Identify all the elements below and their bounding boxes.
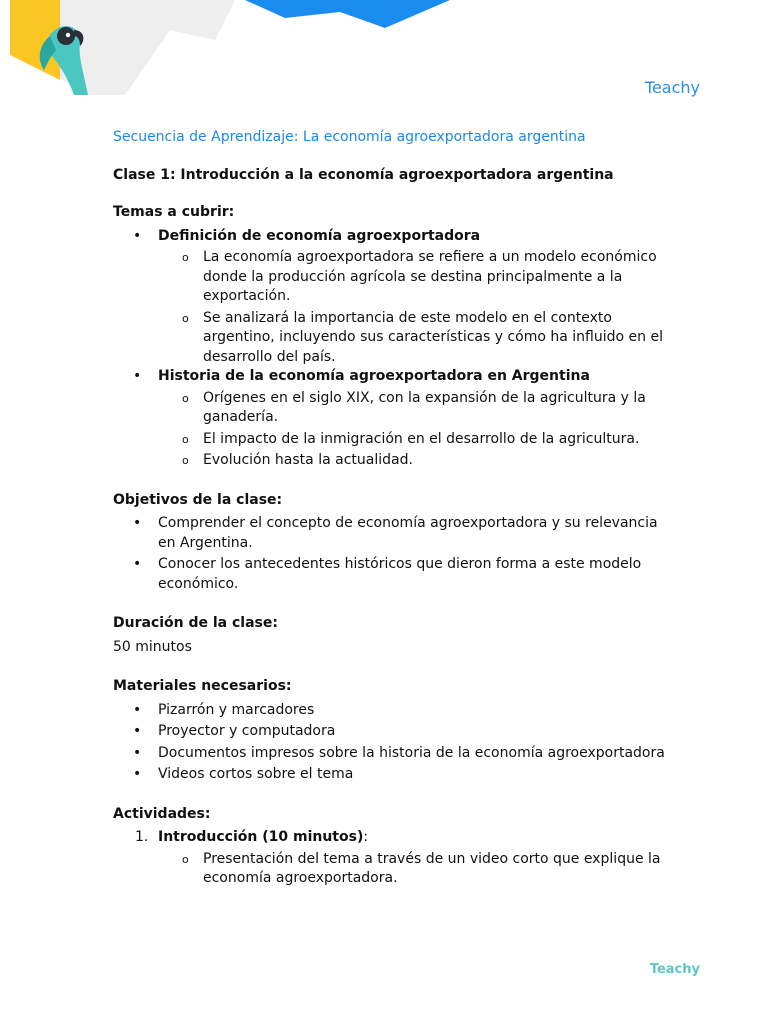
list-item (158, 451, 673, 471)
bullet-icon: • (133, 556, 142, 572)
objectives-section (113, 491, 673, 595)
activities-list (113, 828, 673, 889)
activity-label: Introducción (10 minutos) (158, 829, 364, 845)
topics-section (113, 203, 673, 471)
item-number: 1. (135, 829, 149, 845)
list-item (113, 227, 673, 368)
section-heading: Materiales necesarios: (113, 678, 292, 694)
item-text: Conocer los antecedentes históricos que dieron forma a este modelo económico. (158, 556, 642, 592)
list-item (113, 367, 673, 471)
item-text: Comprender el concepto de economía agroexportadora y su relevancia en Argentina. (158, 515, 658, 551)
item-text: Documentos impresos sobre la historia de la economía agroexportadora (158, 744, 665, 761)
bullet-icon: • (133, 368, 142, 384)
sequence-title: Secuencia de Aprendizaje: La economía agroexportadora argentina (113, 129, 586, 145)
bullet-icon: • (133, 701, 142, 718)
list-item (158, 248, 673, 307)
blue-shape (245, 0, 450, 28)
subitem-text: La economía agroexportadora se refiere a un modelo económico donde la producción agrícola se destina principalmente a la exportación. (203, 249, 657, 304)
list-item (113, 514, 673, 553)
bullet-icon: • (133, 723, 142, 739)
subitem-text: Evolución hasta la actualidad. (203, 452, 413, 468)
materials-section (113, 677, 673, 785)
section-heading: Objetivos de la clase: (113, 491, 283, 508)
sub-bullet-icon: o (182, 391, 189, 405)
item-text: Videos cortos sobre el tema (158, 766, 354, 782)
topic-label: Historia de la economía agroexportadora en Argentina (158, 368, 590, 384)
bullet-icon: • (133, 515, 142, 531)
brand-footer: Teachy (649, 962, 700, 977)
section-heading: Temas a cubrir: (113, 204, 235, 220)
duration-value: 50 minutos (113, 638, 192, 655)
subitem-text: Se analizará la importancia de este modelo en el contexto argentino, incluyendo sus características y cómo ha influido en el desarrollo del país. (203, 309, 663, 365)
subitem-text: Presentación del tema a través de un video corto que explique la economía agroexportadora. (203, 850, 661, 886)
item-text: Pizarrón y marcadores (158, 701, 315, 718)
bullet-icon: • (133, 227, 142, 244)
topic-label: Definición de economía agroexportadora (158, 227, 481, 244)
bullet-icon: • (133, 744, 142, 761)
subitem-text: Orígenes en el siglo XIX, con la expansión de la agricultura y la ganadería. (203, 389, 646, 425)
sub-bullet-icon: o (182, 251, 189, 264)
sub-bullet-icon: o (182, 311, 189, 325)
sub-bullet-icon: o (182, 454, 189, 467)
sub-list (158, 389, 673, 471)
document-body (113, 128, 673, 909)
sub-list (158, 248, 673, 367)
activities-section (113, 805, 673, 889)
list-item (158, 309, 673, 368)
item-text: Proyector y computadora (158, 723, 336, 739)
list-item (113, 828, 673, 889)
objectives-list (113, 514, 673, 594)
topics-list (113, 227, 673, 471)
activity-suffix: : (363, 829, 369, 845)
class-title: Clase 1: Introducción a la economía agroexportadora argentina (113, 166, 614, 183)
list-item (113, 555, 673, 594)
list-item (158, 850, 673, 889)
list-item (113, 744, 673, 764)
bullet-icon: • (133, 766, 142, 782)
sub-bullet-icon: o (182, 852, 189, 866)
subitem-text: El impacto de la inmigración en el desarrollo de la agricultura. (203, 430, 640, 447)
brand-header: Teachy (644, 78, 700, 97)
materials-list (113, 701, 673, 785)
list-item (158, 430, 673, 450)
list-item (113, 701, 673, 721)
section-heading: Actividades: (113, 805, 211, 822)
sub-list (158, 850, 673, 889)
section-heading: Duración de la clase: (113, 615, 278, 631)
list-item (113, 722, 673, 742)
sub-bullet-icon: o (182, 432, 189, 446)
list-item (113, 765, 673, 785)
duration-section (113, 614, 673, 657)
list-item (158, 389, 673, 428)
